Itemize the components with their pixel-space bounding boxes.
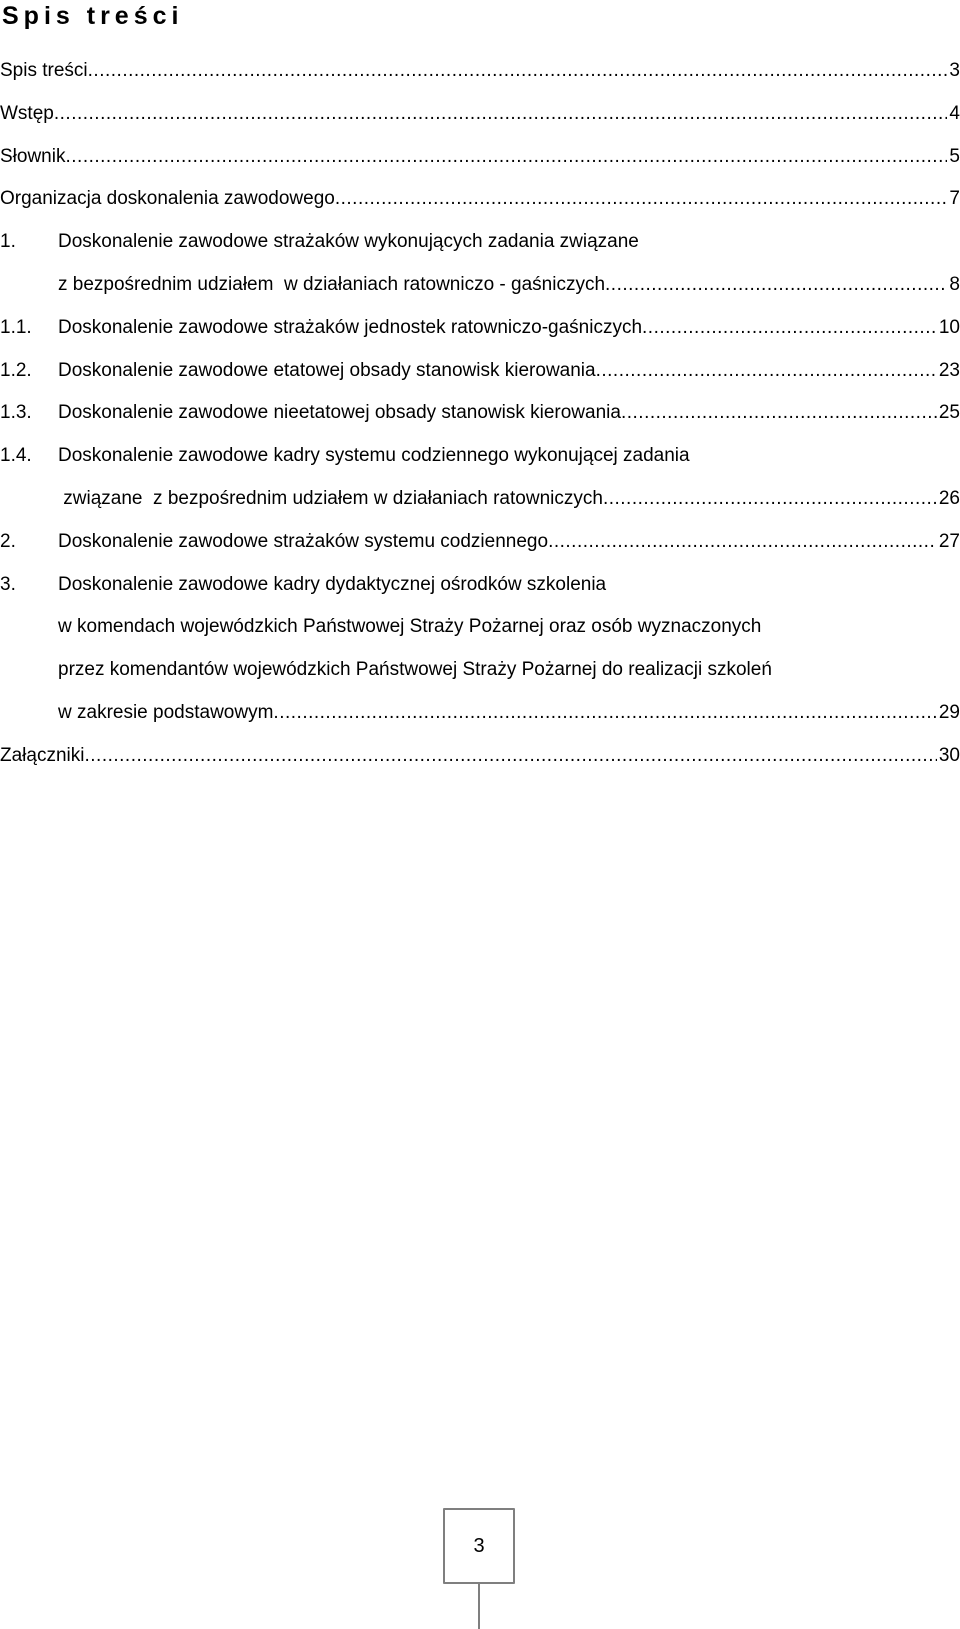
dot-leader: [642, 316, 937, 340]
toc-entry-title: z bezpośrednim udziałem w działaniach ratowniczo - gaśniczych: [58, 274, 606, 295]
toc-page-number: 3: [949, 60, 960, 81]
toc-page-number: 10: [938, 316, 960, 338]
toc-entry-title: Doskonalenie zawodowe strażaków jednostek ratowniczo-gaśniczych: [58, 316, 643, 338]
toc-entry-title: Doskonalenie zawodowe etatowej obsady stanowisk kierowania: [58, 359, 596, 381]
toc-entry-number: 1.2.: [0, 359, 32, 381]
toc-entry-title: Załączniki: [0, 744, 85, 766]
dot-leader: [65, 145, 947, 169]
toc-entry-title: Doskonalenie zawodowe nieetatowej obsady stanowisk kierowania: [58, 402, 621, 424]
toc-page-number: 5: [949, 145, 960, 167]
toc-page-number: 26: [938, 488, 960, 509]
page-number-box-stem: [478, 1584, 480, 1629]
toc-page-number: 30: [938, 744, 960, 766]
dot-leader: [335, 187, 948, 211]
toc-entry-title: Doskonalenie zawodowe kadry dydaktycznej ośrodków szkolenia: [58, 573, 607, 595]
dot-leader: [621, 401, 937, 425]
page-number-box: [443, 1508, 515, 1584]
toc-page-number: 29: [938, 702, 960, 723]
toc-entry-title: Doskonalenie zawodowe kadry systemu codziennego wykonującej zadania: [58, 445, 690, 467]
toc-page-number: 4: [949, 102, 960, 124]
toc-page-number: 7: [949, 188, 960, 210]
toc-entry-number: 2.: [0, 530, 16, 552]
page-number: 3: [473, 1535, 485, 1557]
dot-leader: [273, 701, 936, 725]
toc-page-number: 8: [949, 274, 960, 295]
toc-entry-number: 1.4.: [0, 445, 32, 467]
toc-page-number: 27: [938, 530, 960, 552]
toc-entry-title: w zakresie podstawowym: [58, 702, 274, 723]
dot-leader: [605, 273, 947, 297]
dot-leader: [603, 487, 937, 511]
toc-entry-title: Spis treści: [0, 60, 88, 81]
toc-entry-title: Organizacja doskonalenia zawodowego: [0, 188, 335, 210]
dot-leader: [84, 744, 936, 768]
toc-entry-title: Wstęp: [0, 102, 54, 124]
dot-leader: [596, 359, 937, 383]
toc-entry-title: w komendach wojewódzkich Państwowej Straży Pożarnej oraz osób wyznaczonych: [58, 616, 762, 638]
toc-entry-title: związane z bezpośrednim udziałem w działaniach ratowniczych: [58, 488, 603, 509]
toc-heading: Spis treści: [2, 2, 184, 30]
toc-page-number: 23: [938, 359, 960, 381]
dot-leader: [548, 530, 937, 554]
toc-entry-number: 1.: [0, 231, 16, 253]
toc-entry-title: Słownik: [0, 145, 66, 167]
toc-entry-number: 1.1.: [0, 316, 32, 338]
toc-page-number: 25: [938, 402, 960, 424]
dot-leader: [54, 102, 948, 126]
toc-entry-number: 1.3.: [0, 402, 32, 424]
toc-entry-title: Doskonalenie zawodowe strażaków wykonujących zadania związane: [58, 231, 639, 253]
toc-entry-number: 3.: [0, 573, 16, 595]
dot-leader: [88, 59, 948, 83]
toc-entry-title: przez komendantów wojewódzkich Państwowej Straży Pożarnej do realizacji szkoleń: [58, 659, 772, 681]
toc-entry-title: Doskonalenie zawodowe strażaków systemu codziennego: [58, 530, 549, 552]
